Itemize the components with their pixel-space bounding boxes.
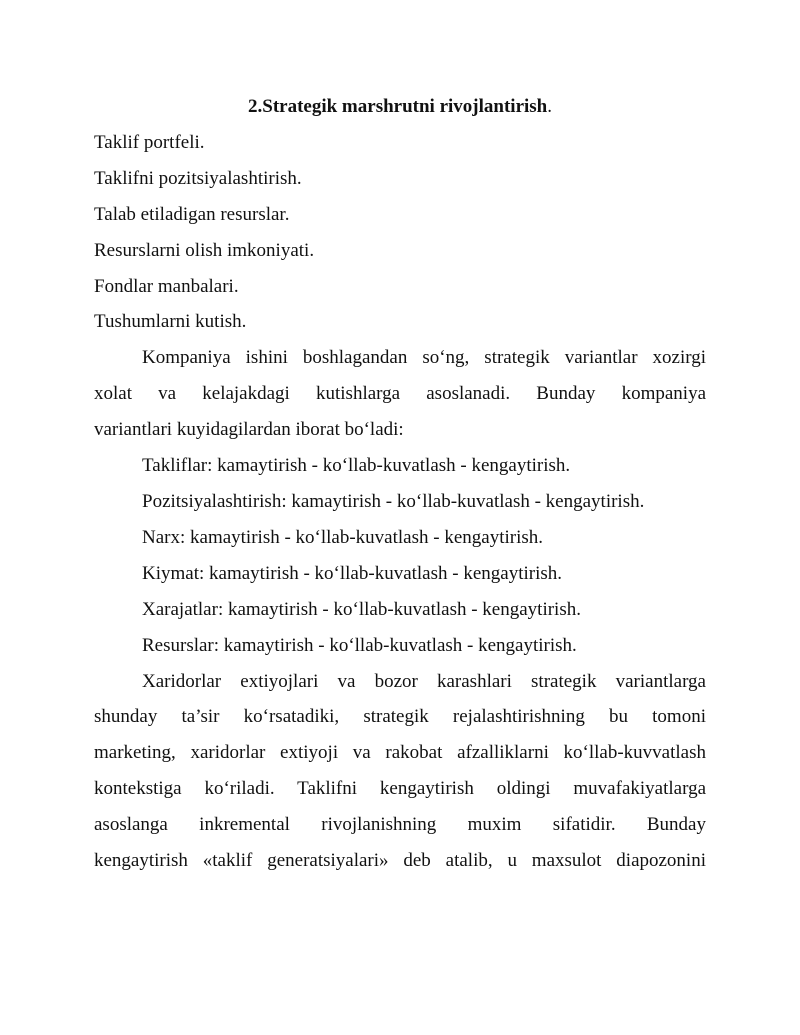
paragraph-line: variantlari kuyidagilardan iborat bo‘ladi: — [94, 419, 404, 441]
option-line: Takliflar: kamaytirish - ko‘llab-kuvatlash - kengaytirish. — [142, 455, 571, 477]
paragraph-line: asoslanga inkremental rivojlanishning muxim sifatidir. Bunday — [94, 814, 706, 836]
paragraph-line: xolat va kelajakdagi kutishlarga asoslanadi. Bunday kompaniya — [94, 383, 706, 405]
paragraph-line: Kompaniya ishini boshlagandan so‘ng, strategik variantlar xozirgi — [142, 347, 706, 369]
document-page — [94, 89, 706, 879]
option-line: Resurslar: kamaytirish - ko‘llab-kuvatlash - kengaytirish. — [142, 634, 577, 656]
paragraph-line: marketing, xaridorlar extiyoji va rakobat afzalliklarni ko‘llab-kuvvatlash — [94, 742, 706, 764]
paragraph-line: kontekstiga ko‘riladi. Taklifni kengaytirish oldingi muvafakiyatlarga — [94, 778, 706, 800]
paragraph-line: kengaytirish «taklif generatsiyalari» deb atalib, u maxsulot diapozonini — [94, 850, 706, 872]
list-item: Taklif portfeli. — [94, 131, 205, 153]
list-item: Fondlar manbalari. — [94, 275, 239, 297]
section-heading-period: . — [547, 96, 552, 117]
section-heading — [94, 89, 706, 125]
paragraph-line: shunday ta’sir ko‘rsatadiki, strategik rejalashtirishning bu tomoni — [94, 706, 706, 728]
option-line: Narx: kamaytirish - ko‘llab-kuvatlash - kengaytirish. — [142, 526, 544, 548]
list-item: Tushumlarni kutish. — [94, 311, 247, 333]
list-item: Talab etiladigan resurslar. — [94, 203, 290, 225]
section-heading-text: 2.Strategik marshrutni rivojlantirish — [248, 96, 548, 117]
option-line: Pozitsiyalashtirish: kamaytirish - ko‘llab-kuvatlash - kengaytirish. — [142, 490, 645, 512]
option-line: Xarajatlar: kamaytirish - ko‘llab-kuvatlash - kengaytirish. — [142, 598, 581, 620]
option-line: Kiymat: kamaytirish - ko‘llab-kuvatlash - kengaytirish. — [142, 562, 563, 584]
paragraph-line: Xaridorlar extiyojlari va bozor karashlari strategik variantlarga — [142, 670, 706, 692]
list-item: Resurslarni olish imkoniyati. — [94, 239, 315, 261]
list-item: Taklifni pozitsiyalashtirish. — [94, 167, 302, 189]
